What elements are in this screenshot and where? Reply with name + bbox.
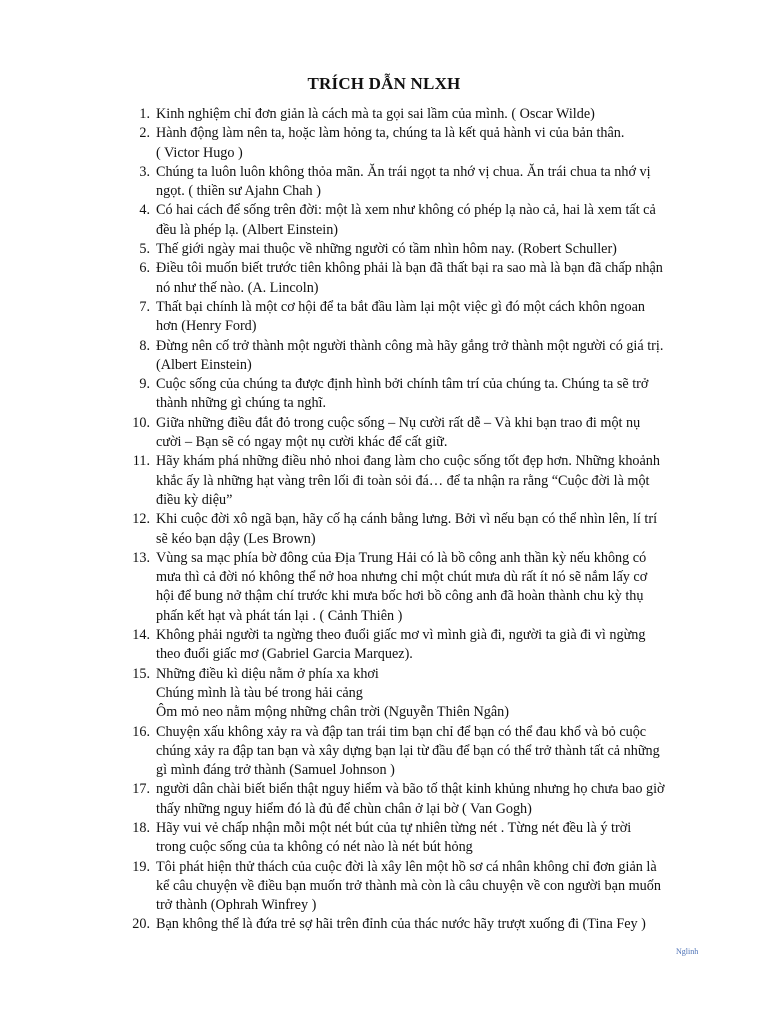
quote-item xyxy=(0,105,768,124)
quote-item xyxy=(0,298,768,337)
quote-line: kể câu chuyện về điều bạn muốn trở thành mà còn là câu chuyện về con người bạn muốn xyxy=(156,877,661,894)
quote-item xyxy=(0,510,768,549)
quote-text xyxy=(156,259,701,298)
quote-text xyxy=(156,124,701,163)
quote-line: Cuộc sống của chúng ta được định hình bởi chính tâm trí của chúng ta. Chúng ta sẽ trở xyxy=(156,376,649,393)
quote-line: gì mình đáng trở thành (Samuel Johnson ) xyxy=(156,762,395,779)
quote-item xyxy=(0,414,768,453)
quote-text xyxy=(156,452,701,510)
quote-line: Vùng sa mạc phía bờ đông của Địa Trung Hải có là bồ công anh thần kỳ nếu không có xyxy=(156,549,647,566)
quote-line: chúng xảy ra đập tan bạn và xây dựng bạn lại từ đầu để bạn có thể trở thành tất cả những xyxy=(156,742,660,759)
quote-number: 18. xyxy=(132,819,150,836)
quote-line: Giữa những điều đắt đỏ trong cuộc sống – Nụ cười rất dễ – Và khi bạn trao đi một nụ xyxy=(156,414,641,431)
quote-item xyxy=(0,780,768,819)
quote-number: 5. xyxy=(139,241,150,258)
quote-number: 19. xyxy=(132,858,150,875)
quote-line: Ôm mỏ neo nằm mộng những chân trời (Nguyễn Thiên Ngân) xyxy=(156,704,509,721)
quote-number: 3. xyxy=(139,163,150,180)
quote-line: ngọt. ( thiền sư Ajahn Chah ) xyxy=(156,183,321,200)
quote-number: 13. xyxy=(132,549,150,566)
quote-text xyxy=(156,549,701,626)
quote-item xyxy=(0,858,768,916)
quote-text xyxy=(156,723,701,781)
quote-item xyxy=(0,915,768,934)
quote-number: 1. xyxy=(139,106,150,122)
quote-text xyxy=(156,105,701,124)
quote-line: cười – Bạn sẽ có ngay một nụ cười khác để cất giữ. xyxy=(156,434,448,451)
quote-line: (Albert Einstein) xyxy=(156,356,252,373)
quote-text xyxy=(156,858,701,916)
quote-number: 15. xyxy=(132,665,150,682)
quote-text xyxy=(156,163,701,202)
quote-item xyxy=(0,201,768,240)
quote-line: Chuyện xấu không xảy ra và đập tan trái tim bạn chỉ để bạn có thể đau khổ và bỏ cuộc xyxy=(156,723,647,740)
quote-number: 20. xyxy=(132,916,150,933)
quote-line: sẽ kéo bạn dậy (Les Brown) xyxy=(156,530,316,547)
quote-item xyxy=(0,665,768,723)
quote-item xyxy=(0,549,768,626)
quote-line: theo đuổi giấc mơ (Gabriel Garcia Marquez). xyxy=(156,646,413,663)
quote-list xyxy=(0,105,768,935)
quote-line: Hành động làm nên ta, hoặc làm hỏng ta, chúng ta là kết quả hành vi của bản thân. xyxy=(156,125,625,142)
quote-line: Có hai cách để sống trên đời: một là xem như không có phép lạ nào cả, hai là xem tất cả xyxy=(156,202,656,219)
footer-signature: Nglinh xyxy=(676,947,699,956)
quote-line: Điều tôi muốn biết trước tiên không phải là bạn đã thất bại ra sao mà là bạn đã chấp nhận xyxy=(156,260,663,277)
quote-number: 11. xyxy=(132,453,150,470)
quote-item xyxy=(0,723,768,781)
quote-line: hơn (Henry Ford) xyxy=(156,318,257,335)
quote-item xyxy=(0,124,768,163)
quote-number: 17. xyxy=(132,781,150,798)
quote-item xyxy=(0,452,768,510)
quote-line: trở thành (Ophrah Winfrey ) xyxy=(156,897,317,914)
quote-line: thành những gì chúng ta nghĩ. xyxy=(156,395,327,412)
quote-line: Chúng mình là tàu bé trong hải cảng xyxy=(156,684,363,701)
quote-item xyxy=(0,819,768,858)
quote-number: 8. xyxy=(139,337,150,354)
quote-text xyxy=(156,414,701,453)
quote-number: 16. xyxy=(132,723,150,740)
quote-item xyxy=(0,163,768,202)
quote-number: 14. xyxy=(132,627,150,644)
quote-line: Đừng nên cố trở thành một người thành công mà hãy gắng trở thành một người có giá trị. xyxy=(156,337,664,354)
quote-line: Hãy khám phá những điều nhỏ nhoi đang làm cho cuộc sống tốt đẹp hơn. Những khoảnh xyxy=(156,453,660,470)
quote-line: Thế giới ngày mai thuộc về những người có tầm nhìn hôm nay. (Robert Schuller) xyxy=(156,241,617,258)
quote-line: phấn kết hạt và phát tán lại . ( Cảnh Thiên ) xyxy=(156,607,403,624)
quote-text xyxy=(156,298,701,337)
quote-number: 9. xyxy=(139,376,150,393)
quote-text xyxy=(156,915,701,934)
quote-line: trong cuộc sống của ta không có nét nào là nét bút hỏng xyxy=(156,839,473,856)
quote-line: khắc ấy là những hạt vàng trên lối đi toàn sỏi đá… để ta nhận ra rằng “Cuộc đời là một xyxy=(156,472,650,489)
quote-text xyxy=(156,780,701,819)
quote-text xyxy=(156,819,701,858)
quote-text xyxy=(156,375,701,414)
quote-line: thấy những nguy hiểm đó là đủ để chùn chân ở lại bờ ( Van Gogh) xyxy=(156,800,532,817)
quote-item xyxy=(0,375,768,414)
quote-line: ( Victor Hugo ) xyxy=(156,144,243,161)
quote-item xyxy=(0,259,768,298)
quote-line: Kinh nghiệm chỉ đơn giản là cách mà ta gọi sai lầm của mình. ( Oscar Wilde) xyxy=(156,106,595,122)
quote-text xyxy=(156,510,701,549)
quote-text xyxy=(156,240,701,259)
quote-text xyxy=(156,337,701,376)
quote-line: Không phải người ta ngừng theo đuổi giấc mơ vì mình già đi, người ta già đi vì ngừng xyxy=(156,627,646,644)
quote-number: 2. xyxy=(139,125,150,142)
quote-item xyxy=(0,240,768,259)
quote-line: Thất bại chính là một cơ hội để ta bắt đầu làm lại một việc gì đó một cách khôn ngoan xyxy=(156,298,645,315)
quote-line: Khi cuộc đời xô ngã bạn, hãy cố hạ cánh bằng lưng. Bởi vì nếu bạn có thể nhìn lên, lí trí xyxy=(156,511,658,528)
quote-line: đều là phép lạ. (Albert Einstein) xyxy=(156,221,339,238)
quote-item xyxy=(0,626,768,665)
quote-line: nó như thế nào. (A. Lincoln) xyxy=(156,279,319,296)
quote-line: hội để bung nở thậm chí trước khi mưa bốc hơi bồ công anh đã hoàn thành chu kỳ thụ xyxy=(156,588,644,605)
quote-item xyxy=(0,337,768,376)
quote-text xyxy=(156,201,701,240)
quote-line: Những điều kì diệu nằm ở phía xa khơi xyxy=(156,665,379,682)
quote-line: người dân chài biết biển thật nguy hiểm và bão tố thật kinh khủng nhưng họ chưa bao giờ xyxy=(156,781,665,798)
document-title: TRÍCH DẪN NLXH xyxy=(307,74,461,93)
quote-number: 6. xyxy=(139,260,150,277)
quote-number: 4. xyxy=(139,202,150,219)
quote-number: 10. xyxy=(132,414,150,431)
quote-line: mưa thì cả đời nó không thể nở hoa nhưng chỉ một chút mưa dù rất ít nó sẽ nắm lấy cơ xyxy=(156,569,648,586)
quote-line: điều kỳ diệu” xyxy=(156,491,233,508)
quote-line: Hãy vui vẻ chấp nhận mỗi một nét bút của tự nhiên từng nét . Từng nét đều là ý trời xyxy=(156,819,632,836)
quote-number: 7. xyxy=(139,298,150,315)
quote-text xyxy=(156,626,701,665)
quote-line: Chúng ta luôn luôn không thỏa mãn. Ăn trái ngọt ta nhớ vị chua. Ăn trái chua ta nhớ vị xyxy=(156,163,651,180)
quote-line: Tôi phát hiện thử thách của cuộc đời là xây lên một hồ sơ cá nhân không chỉ đơn giản là xyxy=(156,858,657,875)
quote-text xyxy=(156,665,701,723)
quote-number: 12. xyxy=(132,511,150,528)
quote-line: Bạn không thể là đứa trẻ sợ hãi trên đỉnh của thác nước hãy trượt xuống đi (Tina Fey ) xyxy=(156,916,646,933)
